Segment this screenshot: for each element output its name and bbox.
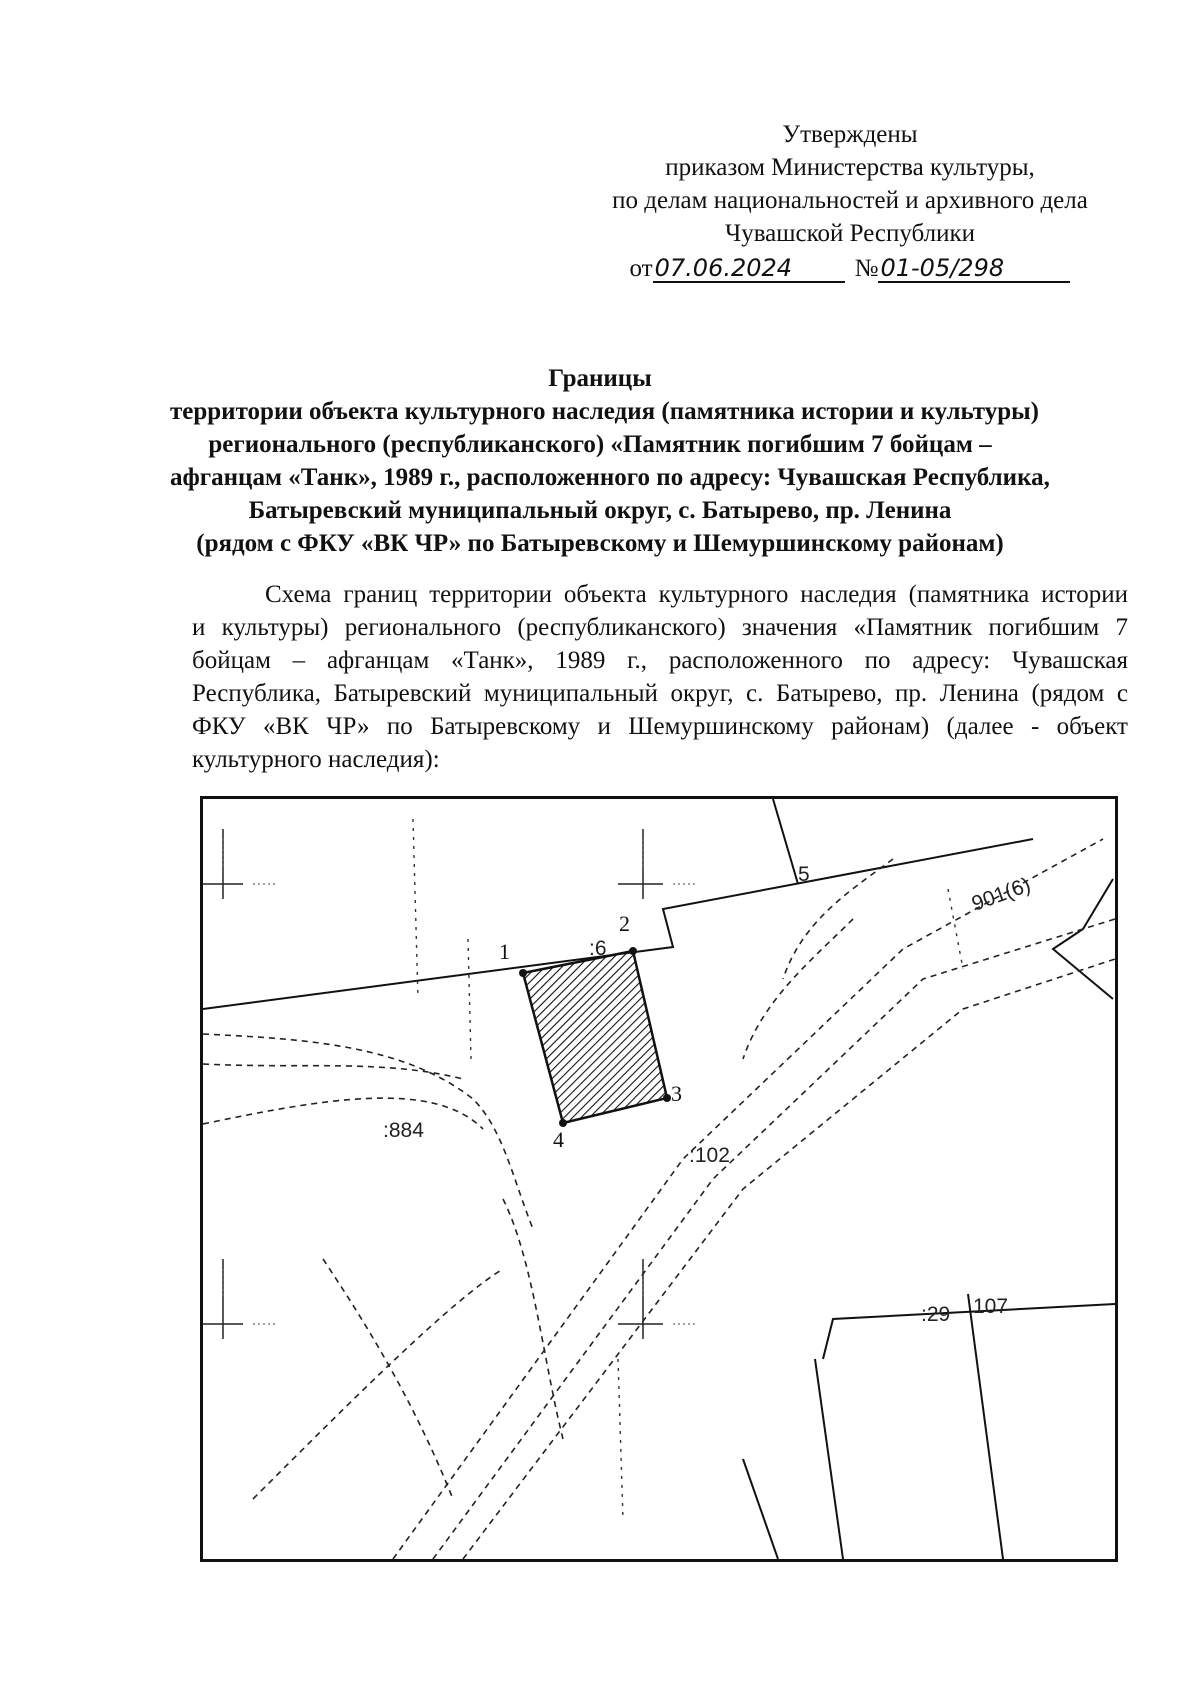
document-title xyxy=(170,362,1050,560)
boundary-point-3 xyxy=(663,1094,671,1102)
point-label-1: 1 xyxy=(499,939,510,964)
parcel-label-6: :6 xyxy=(589,937,607,960)
title-line-4: афганцам «Танк», 1989 г., расположенного по адресу: Чувашская Республика, xyxy=(170,464,1050,491)
body-line-2: и культуры) регионального (республиканского) значения «Памятник погибшим 7 xyxy=(192,614,1128,641)
parcel-label-102: :102 xyxy=(689,1144,730,1167)
title-line-1: Границы xyxy=(548,365,652,392)
boundary-point-2 xyxy=(629,947,637,955)
approval-line-2: приказом Министерства культуры, xyxy=(665,154,1035,181)
approval-block xyxy=(560,118,1140,285)
parcel-label-5: 5 xyxy=(798,863,810,886)
boundary-scheme-map xyxy=(200,796,1118,1562)
road-lines xyxy=(203,839,1115,1559)
body-line-4: Республика, Батыревский муниципальный округ, с. Батырево, пр. Ленина (рядом с xyxy=(192,680,1128,707)
boundary-point-4 xyxy=(559,1119,567,1127)
body-line-1: Схема границ территории объекта культурного наследия (памятника истории xyxy=(265,581,1128,608)
approval-line-3: по делам национальностей и архивного дела xyxy=(612,187,1088,214)
dotted-lines xyxy=(413,819,963,1519)
body-line-6: культурного наследия): xyxy=(192,746,440,773)
point-label-4: 4 xyxy=(553,1127,564,1152)
date-prefix: от xyxy=(629,255,653,282)
title-line-2: территории объекта культурного наследия (памятника истории и культуры) xyxy=(170,398,1040,425)
title-line-3: регионального (республиканского) «Памятник погибшим 7 бойцам – xyxy=(208,431,992,458)
parcel-label-884: :884 xyxy=(383,1119,424,1142)
approval-line-1: Утверждены xyxy=(782,121,918,148)
title-line-6: (рядом с ФКУ «ВК ЧР» по Батыревскому и Шемуршинскому районам) xyxy=(196,530,1004,557)
handwritten-date: 07.06.2024 xyxy=(653,255,845,283)
point-label-3: 3 xyxy=(671,1081,682,1106)
parcel-label-29: :29 xyxy=(921,1303,951,1326)
boundary-point-1 xyxy=(519,969,527,977)
parcel-label-901: 901(6) xyxy=(968,873,1034,916)
monument-territory-polygon xyxy=(523,951,667,1123)
body-line-3: бойцам – афганцам «Танк», 1989 г., расположенного по адресу: Чувашская xyxy=(192,647,1128,674)
number-prefix: № xyxy=(854,255,879,282)
parcel-label-107: 107 xyxy=(973,1295,1009,1318)
body-paragraph xyxy=(192,578,1128,776)
point-label-2: 2 xyxy=(619,911,630,936)
handwritten-number: 01-05/298 xyxy=(878,255,1070,283)
body-line-5: ФКУ «ВК ЧР» по Батыревскому и Шемуршинскому районам) (далее - объект xyxy=(192,713,1128,740)
approval-date-number-row xyxy=(560,252,1140,285)
title-line-5: Батыревский муниципальный округ, с. Батырево, пр. Ленина xyxy=(248,497,952,524)
approval-line-4: Чувашской Республики xyxy=(724,220,976,247)
